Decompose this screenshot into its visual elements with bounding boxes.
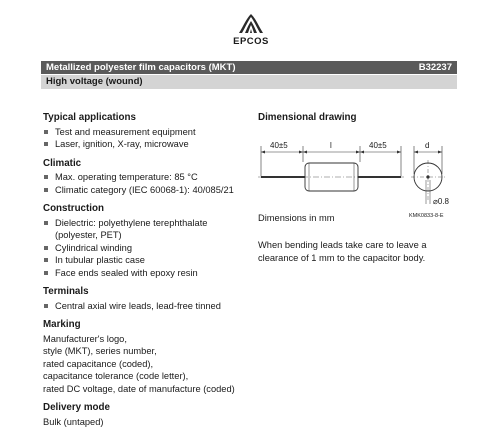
climatic-section	[43, 158, 243, 197]
left-column	[43, 112, 243, 435]
logo-text: EPCOS	[233, 36, 269, 47]
list-item: Central axial wire leads, lead-free tinned	[43, 300, 243, 313]
list-item: In tubular plastic case	[43, 254, 243, 267]
epcos-logo	[228, 13, 274, 47]
title-bar	[41, 61, 457, 74]
delivery-section	[43, 402, 243, 428]
list-item: Test and measurement equipment	[43, 126, 243, 139]
list-item: Face ends sealed with epoxy resin	[43, 267, 243, 280]
delivery-text: Bulk (untaped)	[43, 416, 104, 427]
marking-line: capacitance tolerance (code letter),	[43, 371, 189, 381]
drawing-code-label: KMK0833-8-E	[409, 212, 444, 219]
section-heading: Marking	[43, 319, 81, 330]
marking-line: style (MKT), series number,	[43, 346, 157, 356]
product-title: Metallized polyester film capacitors (MKT)	[46, 62, 236, 73]
dimensions-note: Dimensions in mm	[258, 213, 335, 223]
subtitle-bar	[41, 75, 457, 89]
product-code: B32237	[418, 62, 452, 73]
diameter-label: d	[425, 140, 430, 150]
section-heading: Climatic	[43, 157, 82, 169]
list-item-continuation: (polyester, PET)	[55, 230, 122, 240]
list-item: Max. operating temperature: 85 °C	[43, 171, 243, 184]
list-item: Dielectric: polyethylene terephthalate	[43, 217, 243, 230]
marking-line: Manufacturer's logo,	[43, 333, 127, 344]
lead-left-label: 40±5	[270, 140, 288, 150]
body-length-label: l	[330, 140, 332, 150]
list-item: Climatic category (IEC 60068-1): 40/085/21	[43, 184, 243, 197]
marking-line: rated capacitance (coded),	[43, 358, 154, 369]
right-column	[258, 112, 458, 222]
marking-line: rated DC voltage, date of manufacture (coded)	[43, 383, 235, 394]
bending-note: When bending leads take care to leave a clearance of 1 mm to the capacitor body.	[258, 240, 427, 263]
marking-section	[43, 319, 243, 395]
section-heading: Terminals	[43, 286, 89, 297]
list-item: Cylindrical winding	[43, 242, 243, 255]
wire-diameter-label: ⌀0.8	[433, 196, 449, 206]
product-subtitle: High voltage (wound)	[46, 76, 143, 87]
lead-right-label: 40±5	[369, 140, 387, 150]
section-heading: Typical applications	[43, 112, 136, 123]
section-heading: Construction	[43, 203, 104, 214]
terminals-section	[43, 286, 243, 312]
section-heading: Delivery mode	[43, 402, 110, 413]
epcos-logo-icon	[236, 13, 266, 35]
construction-section	[43, 203, 243, 279]
typical-applications-section	[43, 112, 243, 151]
section-heading: Dimensional drawing	[258, 112, 357, 123]
dimensional-drawing	[258, 126, 458, 222]
list-item: Laser, ignition, X-ray, microwave	[43, 138, 243, 151]
